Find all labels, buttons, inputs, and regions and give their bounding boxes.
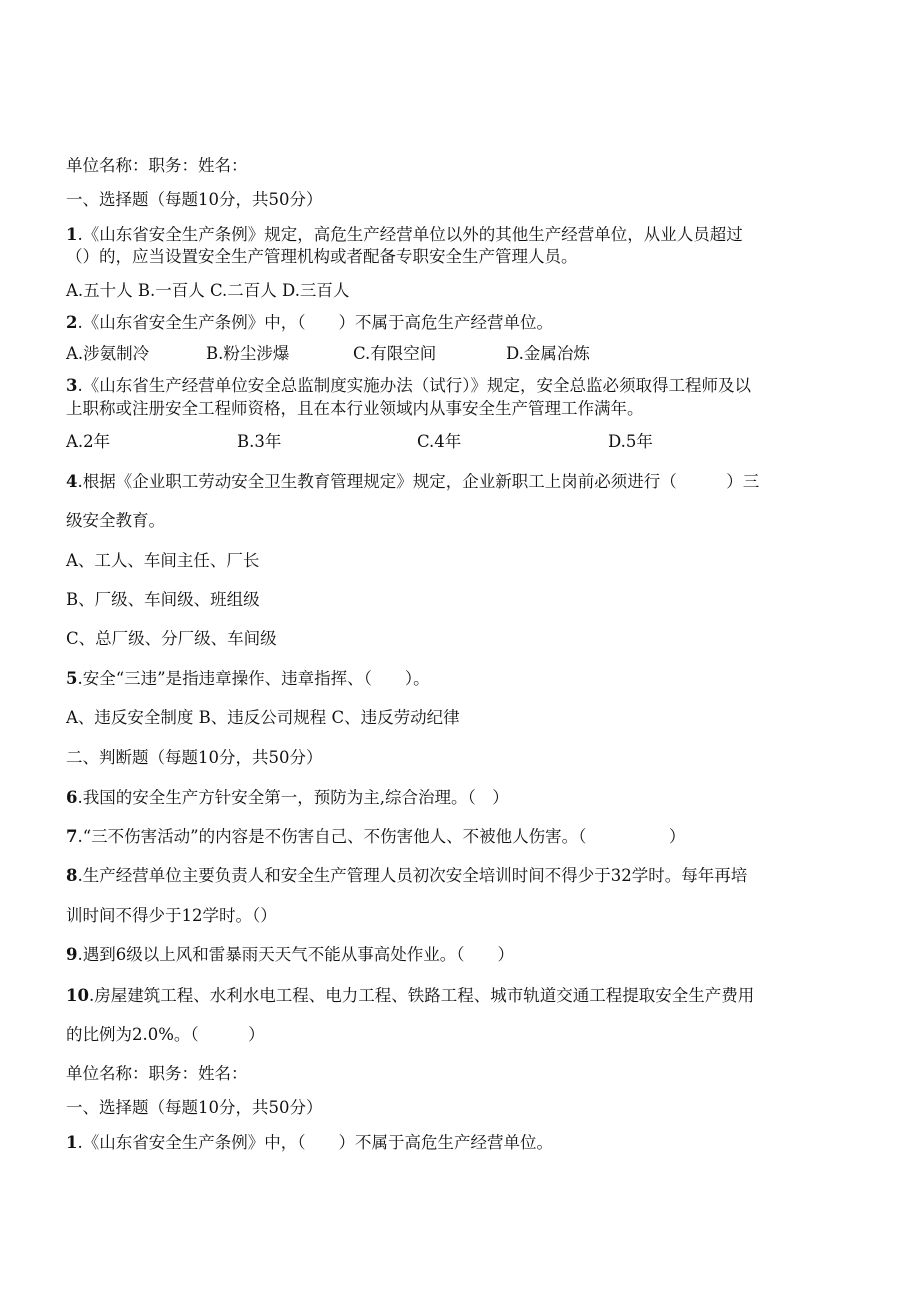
question-4-line-2: 级安全教育。 — [66, 511, 165, 530]
question-text: .我国的安全生产方针安全第一，预防为主,综合治理。（ ） — [77, 788, 509, 807]
question-text: .《山东省安全生产条例》规定，高危生产经营单位以外的其他生产经营单位，从业人员超过 — [77, 225, 743, 244]
section-title-choice: 一、选择题（每题10分，共50分） — [66, 190, 323, 209]
question-text: .安全“三违”是指违章操作、违章指挥、（ ）。 — [77, 669, 430, 688]
question-text: .《山东省生产经营单位安全总监制度实施办法（试行）》规定，安全总监必须取得工程师及以 — [77, 376, 751, 395]
option-c: C.有限空间 — [353, 344, 437, 363]
option-c: C.4年 — [417, 432, 462, 451]
question-1-options: A.五十人 B.一百人 C.二百人 D.三百人 — [66, 281, 350, 300]
option-b: B.3年 — [237, 432, 282, 451]
question-8-line-2: 训时间不得少于12学时。（） — [66, 906, 277, 925]
question-5-options: A、违反安全制度 B、违反公司规程 C、违反劳动纪律 — [66, 708, 460, 727]
question-number: 8 — [66, 866, 78, 885]
question-text: .《山东省安全生产条例》中，（ ）不属于高危生产经营单位。 — [77, 1133, 553, 1152]
question-number: 4 — [66, 472, 78, 491]
question-text: .《山东省安全生产条例》中，（ ）不属于高危生产经营单位。 — [77, 313, 553, 332]
option-a: A.2年 — [66, 432, 111, 451]
option-b: B.粉尘涉爆 — [206, 344, 290, 363]
section-title-judgment: 二、判断题（每题10分，共50分） — [66, 748, 323, 767]
section-title-choice-2: 一、选择题（每题10分，共50分） — [66, 1098, 323, 1117]
option-a: A.涉氨制冷 — [66, 344, 150, 363]
header-info-2: 单位名称：职务：姓名： — [66, 1064, 248, 1083]
question-number: 7 — [66, 827, 78, 846]
question-10-line-1 — [66, 985, 856, 1007]
question-9 — [66, 944, 856, 966]
question-7 — [66, 826, 856, 848]
question-4-option-a: A、工人、车间主任、厂长 — [66, 551, 260, 570]
question-4-option-c: C、总厂级、分厂级、车间级 — [66, 629, 277, 648]
question-6 — [66, 787, 856, 809]
question-number: 10 — [66, 986, 89, 1005]
question-3-options — [66, 431, 856, 453]
question-8-line-1 — [66, 865, 856, 887]
question-4-line-1 — [66, 471, 856, 493]
question-number: 2 — [66, 313, 78, 332]
question-3-line-2: 上职称或注册安全工程师资格，且在本行业领域内从事安全生产管理工作满年。 — [66, 399, 644, 418]
option-d: D.5年 — [608, 432, 653, 451]
question-2 — [66, 312, 856, 334]
question-5 — [66, 668, 856, 690]
header-info: 单位名称：职务：姓名： — [66, 156, 248, 175]
question-text: .生产经营单位主要负责人和安全生产管理人员初次安全培训时间不得少于32学时。每年再培 — [77, 866, 748, 885]
question-number: 5 — [66, 669, 78, 688]
question-text: .房屋建筑工程、水利水电工程、电力工程、铁路工程、城市轨道交通工程提取安全生产费用 — [88, 986, 755, 1005]
question-text: .“三不伤害活动”的内容是不伤害自己、不伤害他人、不被他人伤害。（ ） — [77, 827, 686, 846]
question-4-option-b: B、厂级、车间级、班组级 — [66, 590, 260, 609]
question-10-line-2: 的比例为2.0%。（ ） — [66, 1025, 265, 1044]
question-number: 3 — [66, 376, 78, 395]
option-d: D.金属冶炼 — [506, 344, 590, 363]
question-3-line-1 — [66, 375, 856, 397]
question-number: 6 — [66, 788, 78, 807]
question-text: .遇到6级以上风和雷暴雨天天气不能从事高处作业。（ ） — [77, 945, 514, 964]
question-1-line-1 — [66, 224, 856, 246]
question-number: 1 — [66, 1133, 78, 1152]
question-number: 9 — [66, 945, 78, 964]
question-1-repeat — [66, 1132, 856, 1154]
question-1-line-2: （）的，应当设置安全生产管理机构或者配备专职安全生产管理人员。 — [66, 247, 578, 266]
question-text: .根据《企业职工劳动安全卫生教育管理规定》规定，企业新职工上岗前必须进行（ ）三 — [77, 472, 760, 491]
question-2-options — [66, 343, 856, 365]
question-number: 1 — [66, 225, 78, 244]
